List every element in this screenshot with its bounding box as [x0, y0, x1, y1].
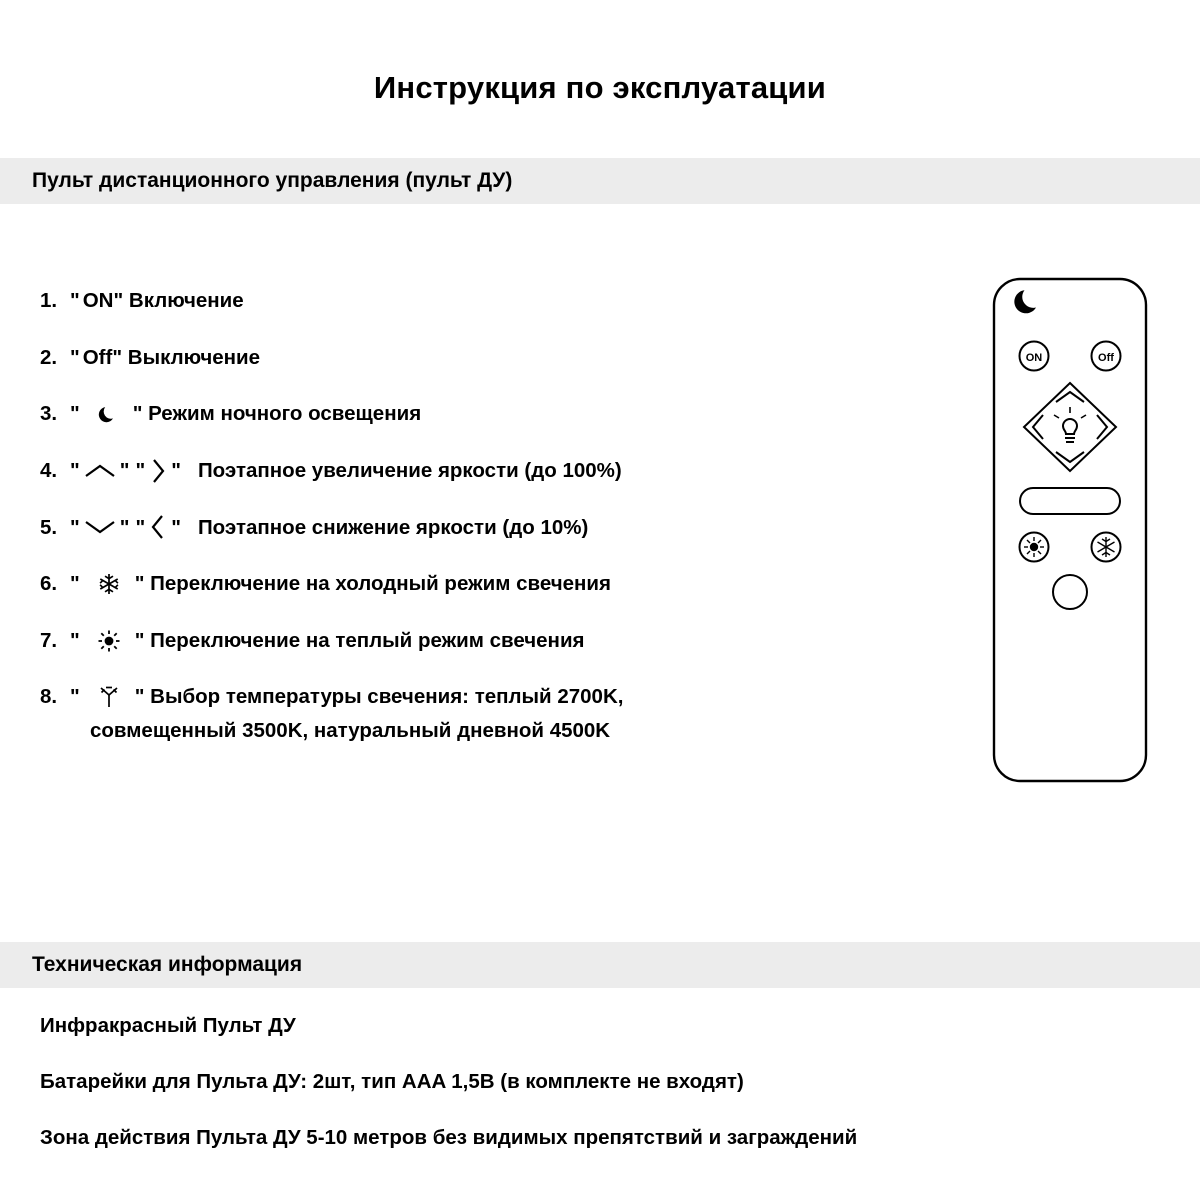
- list-item: [40, 288, 960, 314]
- list-item: [40, 571, 960, 597]
- section-header-remote-label: Пульт дистанционного управления (пульт ДУ): [32, 169, 513, 192]
- sun-icon: [97, 630, 121, 652]
- list-item-text: " Выключение: [112, 345, 261, 369]
- section-header-tech-label: Техническая информация: [32, 953, 303, 976]
- remote-svg: [990, 275, 1150, 785]
- list-item: [40, 684, 960, 710]
- list-item-text: " Включение: [113, 289, 244, 312]
- list-item: [40, 401, 960, 427]
- quote-open: ": [70, 458, 80, 482]
- chevron-right-icon: [148, 460, 168, 482]
- remote-button-pill[interactable]: [1020, 488, 1120, 514]
- list-item-number: 6.: [40, 572, 58, 596]
- svg-text:ON: ON: [1025, 352, 1043, 364]
- list-item-number: 7.: [40, 628, 58, 652]
- off-label: Off: [82, 345, 113, 369]
- chevron-down-icon: [83, 516, 117, 538]
- quote-open: ": [70, 289, 80, 312]
- list-item-text: Поэтапное снижение яркости (до 10%): [197, 515, 589, 539]
- remote-button-warm[interactable]: [1020, 533, 1049, 562]
- remote-button-extra[interactable]: [1053, 575, 1087, 609]
- svg-text:Off: Off: [1098, 352, 1114, 364]
- quote-close-2: ": [171, 458, 181, 482]
- chevron-up-icon: [83, 460, 117, 482]
- remote-button-on[interactable]: [1020, 342, 1049, 371]
- quote-open: ": [70, 515, 80, 539]
- quote-open: ": [70, 572, 80, 596]
- remote-button-cool[interactable]: [1092, 533, 1121, 562]
- list-item-number: 2.: [40, 345, 58, 369]
- list-item: [40, 345, 960, 371]
- list-item-text: Поэтапное увеличение яркости (до 100%): [197, 458, 622, 482]
- quote-open: ": [70, 628, 80, 652]
- tech-info-line: Зона действия Пульта ДУ 5-10 метров без видимых препятствий и заграждений: [40, 1126, 858, 1149]
- quote-open: ": [70, 402, 80, 426]
- tech-info-line: Инфракрасный Пульт ДУ: [40, 1014, 296, 1037]
- tech-info-list: [40, 1014, 1170, 1182]
- list-item-number: 8.: [40, 685, 58, 709]
- color-temperature-icon: [97, 686, 121, 708]
- list-item: [40, 628, 960, 654]
- section-header-tech: [0, 942, 1200, 988]
- section-header-remote: [0, 158, 1200, 204]
- chevron-left-icon: [148, 516, 168, 538]
- list-item-text: " Переключение на теплый режим свечения: [134, 628, 585, 652]
- tech-info-line: Батарейки для Пульта ДУ: 2шт, тип AAA 1,5В (в комплекте не входят): [40, 1070, 744, 1093]
- quote-open: ": [70, 345, 80, 369]
- list-item-text: " Режим ночного освещения: [132, 402, 422, 426]
- list-item: [40, 458, 960, 484]
- quote-open-2: ": [135, 515, 146, 539]
- moon-icon: [97, 403, 119, 425]
- list-item-text: " Выбор температуры свечения: теплый 2700K,: [134, 685, 624, 709]
- list-item-number: 5.: [40, 515, 58, 539]
- remote-button-off[interactable]: [1092, 342, 1121, 371]
- quote-close-2: ": [171, 515, 181, 539]
- quote-open: ": [70, 685, 80, 709]
- page-title: Инструкция по эксплуатации: [373, 70, 827, 105]
- list-item-text-second-line: совмещенный 3500K, натуральный дневной 4500K: [90, 719, 611, 742]
- list-item-number: 4.: [40, 458, 58, 482]
- quote-open-2: ": [135, 458, 146, 482]
- on-label: ON: [82, 289, 114, 312]
- list-item-number: 1.: [40, 289, 58, 312]
- ir-remote-illustration: [990, 275, 1150, 785]
- remote-instruction-list: [40, 288, 960, 774]
- quote-close: ": [119, 515, 130, 539]
- snowflake-icon: [97, 573, 121, 595]
- list-item-text: " Переключение на холодный режим свечения: [134, 572, 611, 596]
- quote-close: ": [119, 458, 130, 482]
- list-item: [40, 515, 960, 541]
- list-item-number: 3.: [40, 402, 58, 426]
- remote-body: [994, 279, 1146, 781]
